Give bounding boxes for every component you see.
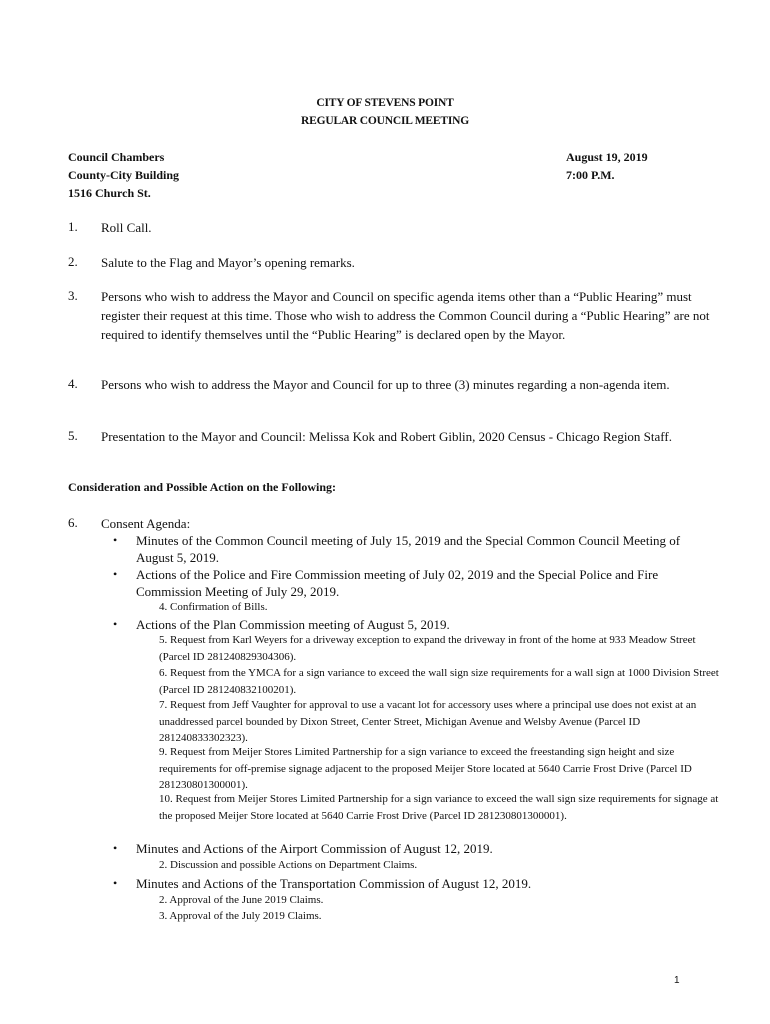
agenda-item-text: Salute to the Flag and Mayor’s opening remarks.	[101, 255, 355, 270]
sub-item: 7. Request from Jeff Vaughter for approval to use a vacant lot for accessory uses where a principal use does not exist at an unaddressed parcel bounded by Dixon Street, Center Street, Michigan Avenue and Welsby Avenue (Parcel ID 281240833302323).	[159, 699, 697, 744]
location-line: County-City Building	[68, 168, 180, 182]
document-title: CITY OF STEVENS POINT	[316, 97, 454, 109]
item-number: 6.	[68, 515, 78, 530]
bullet-icon: •	[113, 841, 118, 855]
location-line: 1516 Church St.	[68, 186, 151, 200]
item-number: 2.	[68, 254, 78, 269]
sub-item: 3. Approval of the July 2019 Claims.	[159, 910, 322, 922]
document-subtitle: REGULAR COUNCIL MEETING	[301, 115, 469, 127]
sub-item: 6. Request from the YMCA for a sign variance to exceed the wall sign size requirements for a wall sign at 1000 Division Street (Parcel ID 281240832100201).	[159, 667, 719, 696]
item-number: 5.	[68, 428, 78, 443]
section-heading: Consideration and Possible Action on the Following:	[68, 480, 337, 494]
sub-item: 9. Request from Meijer Stores Limited Partnership for a sign variance to exceed the freestanding sign height and size requirements for off-premise signage adjacent to the proposed Meijer Store located at 5640 Carrie Frost Drive (Parcel ID 281230801300001).	[159, 746, 692, 791]
consent-item-text: Minutes and Actions of the Airport Commission of August 12, 2019.	[136, 841, 493, 856]
sub-item: 5. Request from Karl Weyers for a driveway exception to expand the driveway in front of the home at 933 Meadow Street (Parcel ID 281240829304306).	[159, 634, 696, 663]
sub-item: 10. Request from Meijer Stores Limited Partnership for a sign variance to exceed the wall sign size requirements for signage at the proposed Meijer Store located at 5640 Carrie Frost Drive (Parcel ID 281230801300001).	[159, 793, 719, 822]
agenda-item-text: Presentation to the Mayor and Council: Melissa Kok and Robert Giblin, 2020 Census - Chicago Region Staff.	[101, 429, 672, 444]
sub-item: 4. Confirmation of Bills.	[159, 601, 268, 613]
bullet-icon: •	[113, 533, 118, 547]
item-number: 3.	[68, 288, 78, 303]
consent-item-text: Minutes and Actions of the Transportation Commission of August 12, 2019.	[136, 876, 532, 891]
sub-item: 2. Discussion and possible Actions on Department Claims.	[159, 859, 418, 871]
item-number: 1.	[68, 219, 78, 234]
bullet-icon: •	[113, 876, 118, 890]
sub-item: 2. Approval of the June 2019 Claims.	[159, 894, 324, 906]
agenda-item-title: Consent Agenda:	[101, 516, 191, 531]
item-number: 4.	[68, 376, 78, 391]
meeting-location	[68, 148, 179, 202]
consent-item-text: Minutes of the Common Council meeting of July 15, 2019 and the Special Common Council Meeting of August 5, 2019.	[136, 533, 681, 565]
agenda-item-text: Persons who wish to address the Mayor and Council on specific agenda items other than a “Public Hearing” must register their request at this time. Those who wish to address the Common Council during a “Public Hearing” are not required to identify themselves until the “Public Hearing” is declared open by the Mayor.	[101, 289, 710, 342]
agenda-item-text: Persons who wish to address the Mayor and Council for up to three (3) minutes regarding a non-agenda item.	[101, 377, 670, 392]
agenda-item-text: Roll Call.	[101, 220, 152, 235]
page-number: 1	[674, 975, 680, 986]
bullet-icon: •	[113, 567, 118, 581]
location-line: Council Chambers	[68, 150, 165, 164]
consent-item-text: Actions of the Plan Commission meeting of August 5, 2019.	[136, 617, 450, 632]
meeting-datetime	[566, 148, 648, 184]
meeting-time: 7:00 P.M.	[566, 168, 615, 182]
bullet-icon: •	[113, 617, 118, 631]
meeting-date: August 19, 2019	[566, 150, 648, 164]
consent-item-text: Actions of the Police and Fire Commission meeting of July 02, 2019 and the Special Police and Fire Commission Meeting of July 29, 2019.	[136, 567, 659, 599]
